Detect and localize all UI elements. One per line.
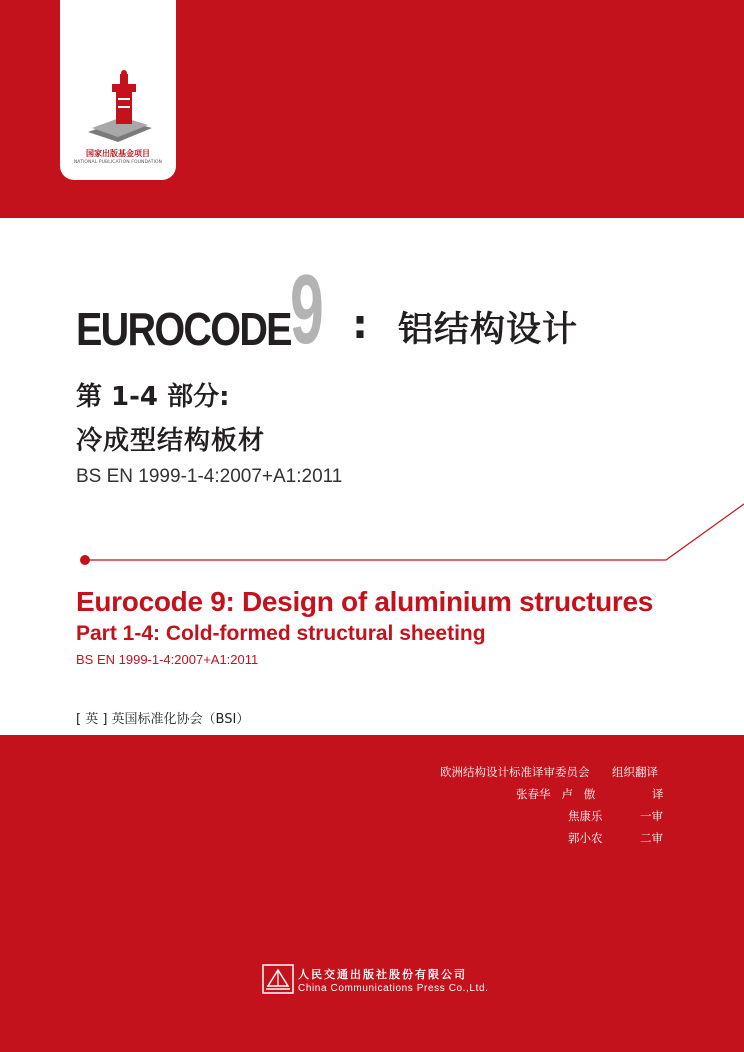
standard-code: BS EN 1999-1-4:2007+A1:2011 [76,466,343,487]
part-subtitle-cn: 冷成型结构板材 [76,426,266,456]
credit-reviewer-1: 焦康乐 [568,809,603,823]
bottom-red-band [0,735,744,1052]
english-standard-code: BS EN 1999-1-4:2007+A1:2011 [76,652,259,667]
part-number-cn: 第 1-4 部分: [76,382,230,412]
title-cn: 铝结构设计 [398,310,579,350]
credit-reviewer-2-role: 二审 [640,831,663,845]
english-part: Part 1-4: Cold-formed structural sheeting [76,622,486,645]
publisher-en: China Communications Press Co.,Ltd. [298,983,489,994]
title-number: 9 [290,254,324,364]
credit-org: 欧洲结构设计标准译审委员会 [440,765,590,779]
credit-translators-role: 译 [652,787,664,801]
credit-reviewer-2: 郭小农 [568,831,603,845]
title-eurocode: EUROCODE [76,303,291,355]
badge-cn-text: 国家出版基金项目 [86,149,150,158]
publisher-logo-icon [262,964,294,994]
author-line: [ 英 ] 英国标准化协会（BSI） [76,712,250,727]
credit-org-role: 组织翻译 [612,765,658,779]
credit-translators: 张春华 卢 傲 [516,787,596,801]
title-colon: : [352,302,368,348]
badge-en-text: NATIONAL PUBLICATION FOUNDATION [73,160,163,165]
publisher-cn: 人民交通出版社股份有限公司 [298,968,467,981]
english-title: Eurocode 9: Design of aluminium structures [76,586,654,617]
credit-reviewer-1-role: 一审 [640,809,663,823]
